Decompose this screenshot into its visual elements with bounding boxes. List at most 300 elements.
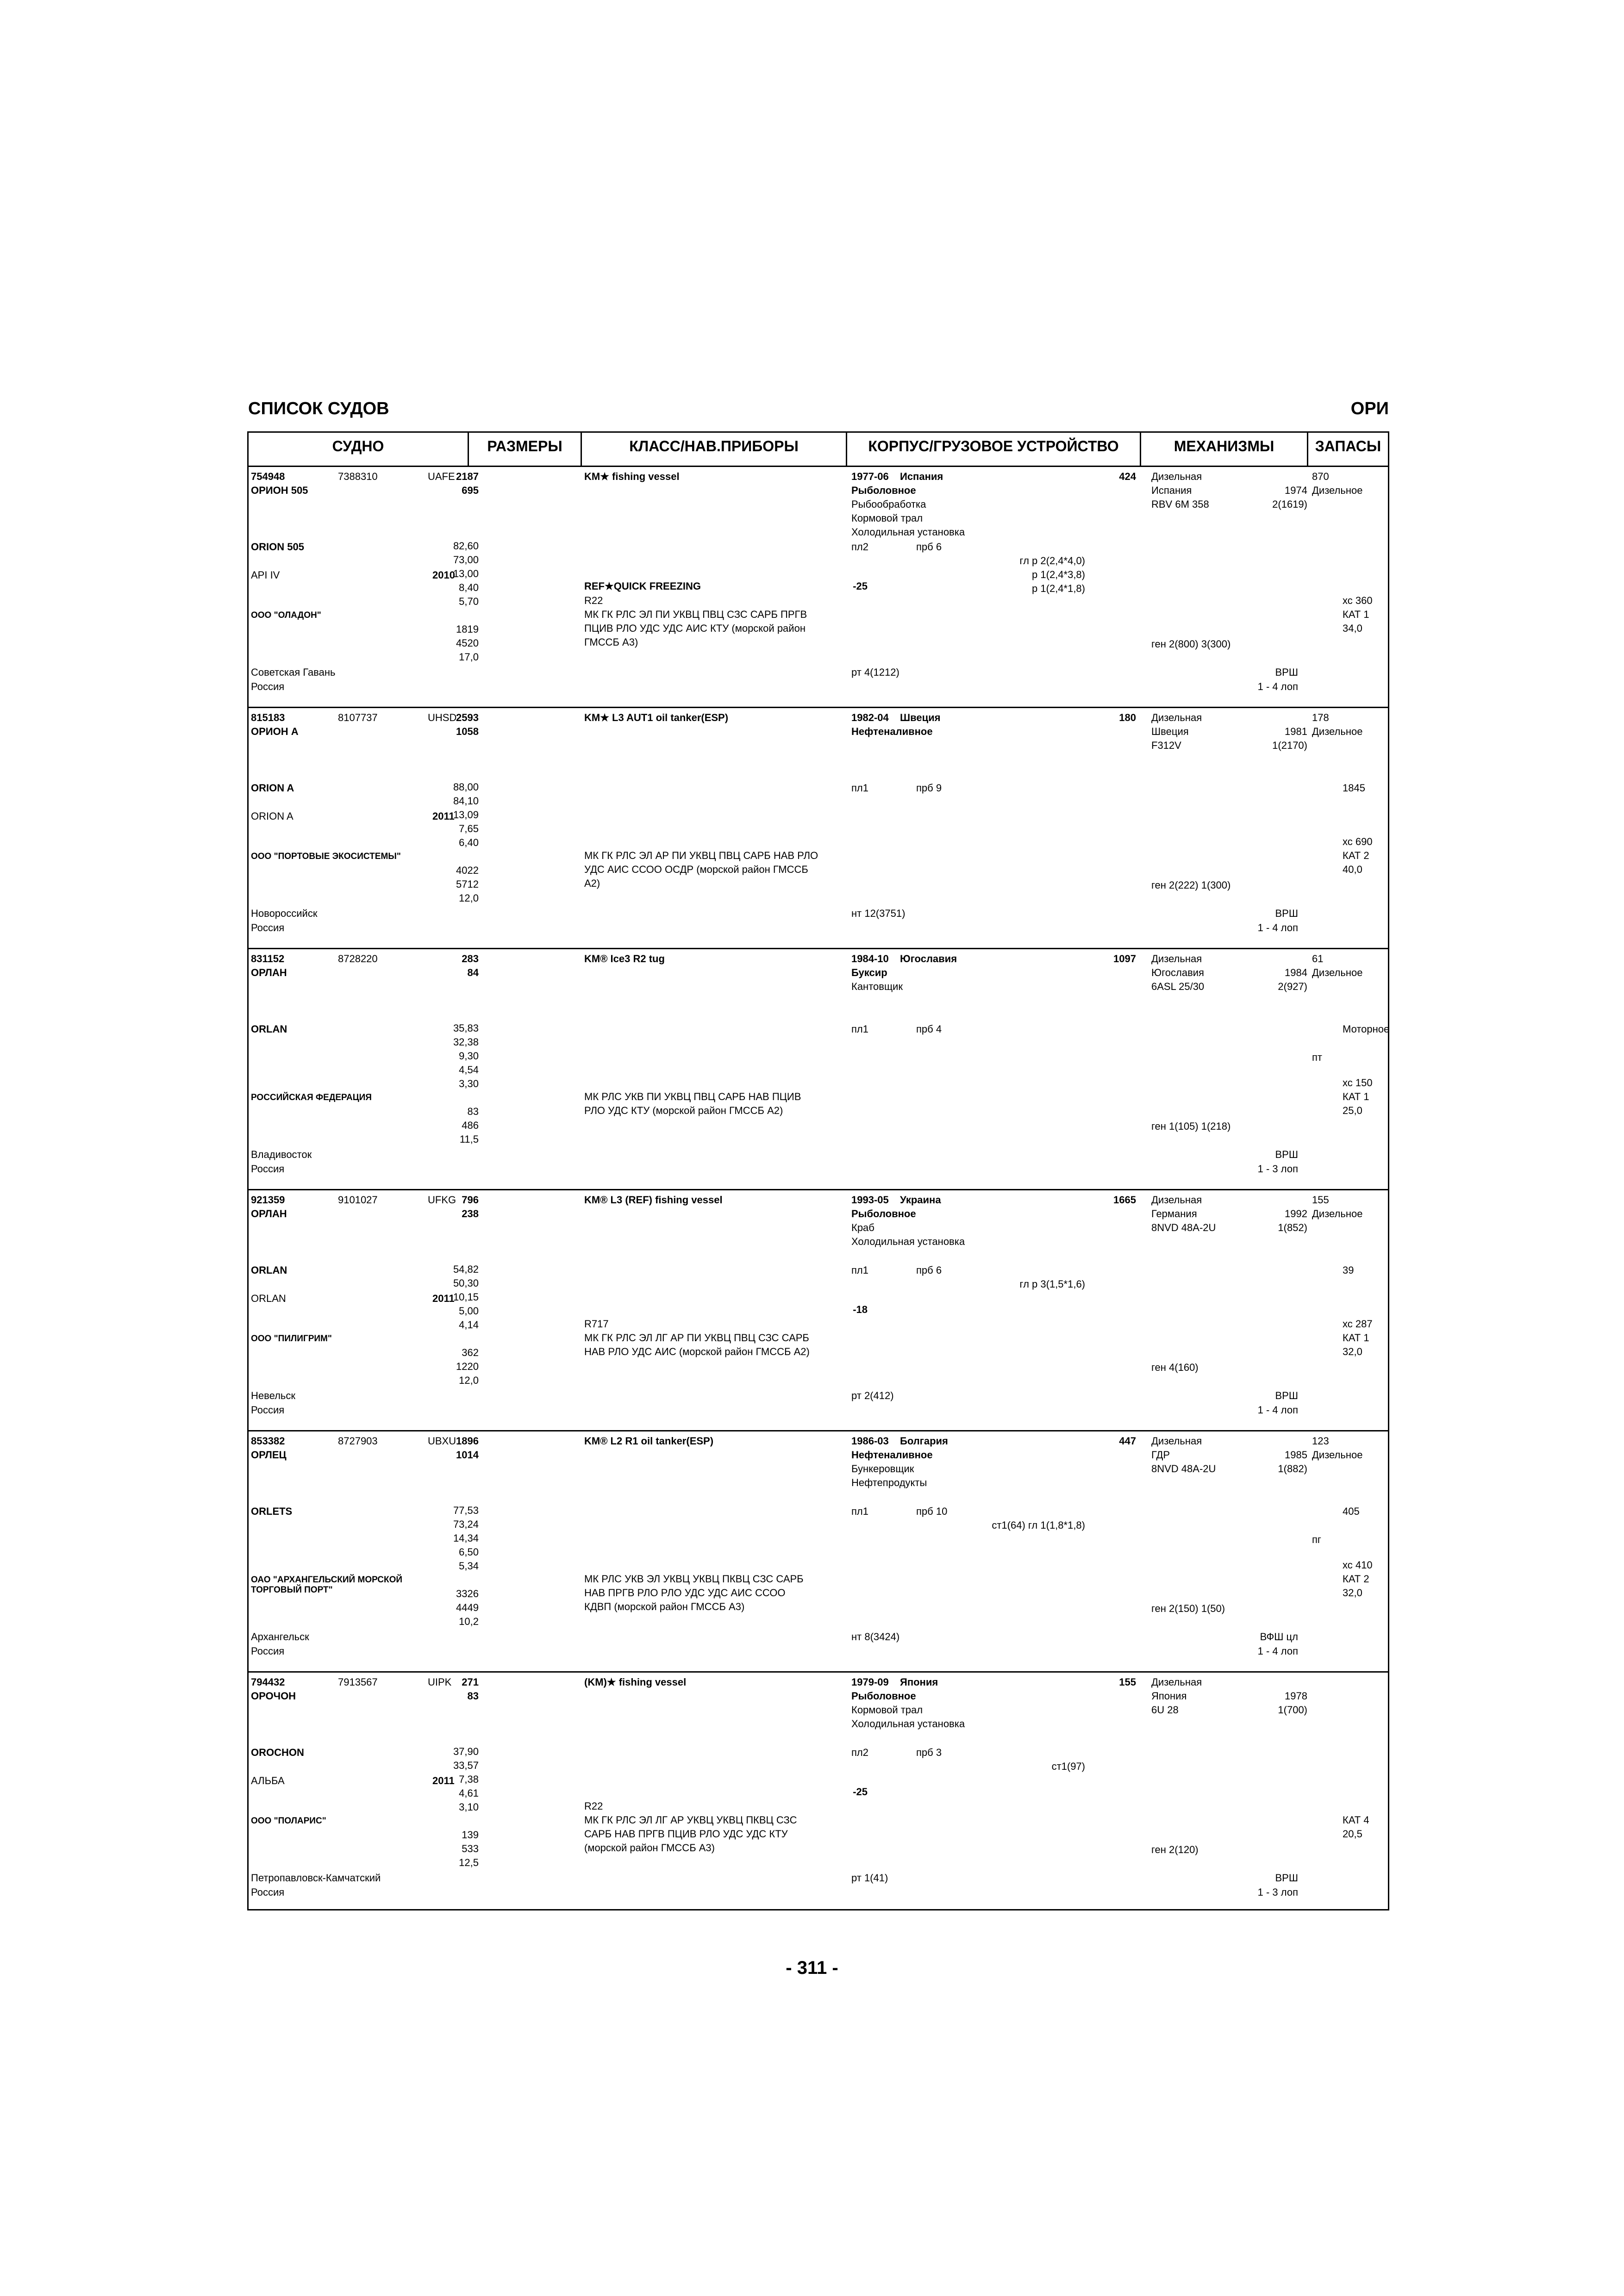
propeller-type: ВРШ — [1275, 1149, 1298, 1160]
engine-type: Дизельная — [1151, 953, 1202, 964]
stores-extra: 20,5 — [1343, 1828, 1362, 1840]
owner-name: ООО "ПИЛИГРИМ" — [251, 1334, 332, 1344]
dimension-value: 88,00 — [453, 781, 479, 793]
dimension-value: 486 — [462, 1120, 479, 1131]
dimension-value: 1220 — [456, 1361, 479, 1372]
vessel-name-latin: ORION A — [251, 782, 294, 794]
owner-name-cont: ТОРГОВЫЙ ПОРТ" — [251, 1585, 333, 1595]
nav-equipment: САРБ НАВ ПРГВ ПЦИВ РЛО УДС УДС КТУ — [584, 1828, 788, 1840]
entry-divider — [247, 1189, 1389, 1190]
build-number: 1665 — [1113, 1194, 1136, 1206]
engine-power: 1(700) — [1278, 1704, 1307, 1716]
build-number: 180 — [1119, 712, 1136, 723]
dimension-value: 7,65 — [459, 823, 479, 834]
dimension-value: 796 — [462, 1194, 479, 1206]
engine-power: 1(852) — [1278, 1222, 1307, 1233]
class-notation: KM® L2 R1 oil tanker(ESP) — [584, 1435, 714, 1447]
dimension-value: 4,14 — [459, 1319, 479, 1331]
registry-number: 921359 — [251, 1194, 285, 1206]
engine-year: 1992 — [1285, 1208, 1307, 1220]
generators: ген 4(160) — [1151, 1362, 1199, 1373]
registry-number: 754948 — [251, 471, 285, 482]
engine-type: Дизельная — [1151, 1435, 1202, 1447]
engine-year: 1974 — [1285, 485, 1307, 496]
dimension-value: 4022 — [456, 865, 479, 876]
refrigeration-temp: -18 — [853, 1304, 868, 1315]
build-date: 1984-10 — [851, 953, 889, 964]
column-header-stores: ЗАПАСЫ — [1315, 438, 1381, 454]
dimension-value: 9,30 — [459, 1050, 479, 1062]
fuel-capacity: 870 — [1312, 471, 1329, 482]
fuel-capacity: 123 — [1312, 1435, 1329, 1447]
stores-extra: 32,0 — [1343, 1587, 1362, 1599]
generators: ген 2(150) 1(50) — [1151, 1603, 1225, 1614]
list-title: СПИСОК СУДОВ — [248, 399, 389, 418]
nav-equipment: МК ГК РЛС ЭЛ ПИ УКВЦ ПВЦ СЗС САРБ ПРГВ — [584, 609, 807, 620]
stores-extra: 40,0 — [1343, 864, 1362, 875]
dimension-value: 4520 — [456, 637, 479, 649]
engine-model: 6ASL 25/30 — [1151, 981, 1205, 992]
change-year: 2011 — [432, 810, 455, 822]
category: КАТ 2 — [1343, 1573, 1369, 1585]
dimension-value: 10,15 — [453, 1291, 479, 1303]
engine-country: Югославия — [1151, 967, 1204, 978]
imo-number: 7913567 — [338, 1676, 378, 1688]
nav-equipment: ГМССБ А3) — [584, 636, 638, 648]
column-header-vessel: СУДНО — [332, 438, 384, 454]
dimension-value: 533 — [462, 1843, 479, 1854]
hull-description: Холодильная установка — [851, 1718, 965, 1730]
dimension-value: 6,40 — [459, 837, 479, 848]
build-country: Испания — [900, 471, 943, 482]
engine-power: 2(1619) — [1272, 498, 1307, 510]
dimension-value: 12,5 — [459, 1857, 479, 1868]
class-notation: KM® Ice3 R2 tug — [584, 953, 665, 964]
dimension-value: 271 — [462, 1676, 479, 1688]
call-sign: UAFE — [428, 471, 455, 482]
engine-country: Япония — [1151, 1690, 1187, 1702]
dimension-value: 4,61 — [459, 1787, 479, 1799]
registry-number: 853382 — [251, 1435, 285, 1447]
registry-number: 794432 — [251, 1676, 285, 1688]
stores-extra: 25,0 — [1343, 1105, 1362, 1116]
engine-year: 1985 — [1285, 1449, 1307, 1461]
vessel-name-latin: OROCHON — [251, 1747, 304, 1758]
dimension-value: 73,24 — [453, 1518, 479, 1530]
vessel-name: ОРЛЕЦ — [251, 1449, 287, 1461]
dimension-value: 17,0 — [459, 651, 479, 663]
propeller-type: ВФШ цл — [1260, 1631, 1298, 1643]
dimension-value: 283 — [462, 953, 479, 964]
deck-count: пл2 — [851, 541, 868, 553]
class-notation: KM★ fishing vessel — [584, 471, 680, 482]
fuel-type: Дизельное — [1312, 1208, 1363, 1220]
dimension-value: 1058 — [456, 726, 479, 737]
hull-description: Кормовой трал — [851, 1704, 923, 1716]
build-number: 424 — [1119, 471, 1136, 482]
build-country: Болгария — [900, 1435, 948, 1447]
hull-description: Нефтепродукты — [851, 1477, 927, 1488]
home-port: Петропавловск-Камчатский — [251, 1872, 381, 1884]
nav-equipment: МК ГК РЛС ЭЛ ЛГ АР ПИ УКВЦ ПВЦ СЗС САРБ — [584, 1332, 809, 1344]
dimension-value: 7,38 — [459, 1773, 479, 1785]
vessel-type: Буксир — [851, 967, 887, 978]
previous-name: ORION A — [251, 810, 294, 822]
nav-equipment: МК РЛС УКВ ЭЛ УКВЦ УКВЦ ПКВЦ СЗС САРБ — [584, 1573, 804, 1585]
flag-country: Россия — [251, 1886, 285, 1898]
column-header-dimensions: РАЗМЕРЫ — [487, 438, 562, 454]
refrigerant: R717 — [584, 1318, 609, 1330]
build-country: Швеция — [900, 712, 941, 723]
section-code: ОРИ — [1350, 399, 1389, 418]
propeller-blades: 1 - 4 лоп — [1257, 681, 1298, 692]
engine-country: Германия — [1151, 1208, 1197, 1220]
hold-capacity: рт 2(412) — [851, 1390, 894, 1401]
flag-country: Россия — [251, 922, 285, 933]
vessel-name: ОРОЧОН — [251, 1690, 296, 1702]
engine-model: 8NVD 48A-2U — [1151, 1222, 1216, 1233]
crew-capacity: хс 150 — [1343, 1077, 1373, 1089]
dimension-value: 54,82 — [453, 1263, 479, 1275]
propeller-blades: 1 - 4 лоп — [1257, 1645, 1298, 1657]
nav-equipment: МК ГК РЛС ЭЛ АР ПИ УКВЦ ПВЦ САРБ НАВ РЛО — [584, 850, 818, 861]
ship-entry — [247, 1432, 1389, 1673]
propeller-blades: 1 - 3 лоп — [1257, 1163, 1298, 1175]
propeller-type: ВРШ — [1275, 908, 1298, 919]
cargo-gear: гл р 2(2,4*4,0) — [1019, 555, 1085, 566]
imo-number: 8728220 — [338, 953, 378, 964]
bulkhead-count: прб 6 — [916, 541, 942, 553]
column-header-machinery: МЕХАНИЗМЫ — [1174, 438, 1274, 454]
dimension-value: 3326 — [456, 1588, 479, 1599]
dimension-value: 82,60 — [453, 540, 479, 552]
hull-description: Бункеровщик — [851, 1463, 914, 1475]
nav-equipment: УДС АИС ССОО ОСДР (морской район ГМССБ — [584, 864, 808, 875]
class-notation: KM★ L3 AUT1 oil tanker(ESP) — [584, 712, 729, 723]
owner-name: ООО "ОЛАДОН" — [251, 610, 321, 620]
engine-year: 1978 — [1285, 1690, 1307, 1702]
hull-description: Кантовщик — [851, 981, 903, 992]
dimension-value: 77,53 — [453, 1505, 479, 1516]
crew-capacity: хс 410 — [1343, 1559, 1373, 1571]
generators: ген 2(800) 3(300) — [1151, 638, 1231, 650]
dimension-value: 238 — [462, 1208, 479, 1220]
generators: ген 2(120) — [1151, 1844, 1199, 1855]
dimension-value: 84,10 — [453, 795, 479, 807]
build-date: 1993-05 — [851, 1194, 889, 1206]
stores-value: 39 — [1343, 1264, 1354, 1276]
dimension-value: 4,54 — [459, 1064, 479, 1076]
cargo-gear: р 1(2,4*1,8) — [1032, 583, 1085, 594]
build-date: 1979-09 — [851, 1676, 889, 1688]
ship-entry — [247, 467, 1389, 708]
fuel-type: Дизельное — [1312, 726, 1363, 737]
hold-capacity: рт 1(41) — [851, 1872, 888, 1884]
bulkhead-count: прб 9 — [916, 782, 942, 794]
fuel-type: Дизельное — [1312, 967, 1363, 978]
vessel-name-latin: ORION 505 — [251, 541, 304, 553]
build-number: 1097 — [1113, 953, 1136, 964]
nav-equipment: РЛО УДС КТУ (морской район ГМССБ А2) — [584, 1105, 783, 1116]
bulkhead-count: прб 6 — [916, 1264, 942, 1276]
dimension-value: 5,00 — [459, 1305, 479, 1317]
propeller-type: ВРШ — [1275, 666, 1298, 678]
generators: ген 1(105) 1(218) — [1151, 1120, 1231, 1132]
header-rule — [247, 466, 1389, 467]
propeller-type: ВРШ — [1275, 1390, 1298, 1401]
imo-number: 8727903 — [338, 1435, 378, 1447]
registry-number: 831152 — [251, 953, 285, 964]
hull-description: Холодильная установка — [851, 1236, 965, 1247]
stores-value: Моторное — [1343, 1023, 1390, 1035]
nav-equipment: КДВП (морской район ГМССБ А3) — [584, 1601, 745, 1612]
fuel-capacity: 178 — [1312, 712, 1329, 723]
owner-name: ООО "ПОЛАРИС" — [251, 1816, 326, 1826]
cargo-gear: гл р 3(1,5*1,6) — [1019, 1278, 1085, 1290]
build-date: 1982-04 — [851, 712, 889, 723]
ship-entry — [247, 1673, 1389, 1914]
flag-country: Россия — [251, 1404, 285, 1416]
build-country: Украина — [900, 1194, 941, 1206]
engine-model: 8NVD 48A-2U — [1151, 1463, 1216, 1475]
dimension-value: 5,70 — [459, 596, 479, 607]
engine-country: Швеция — [1151, 726, 1189, 737]
vessel-type: Рыболовное — [851, 1690, 916, 1702]
stores-value: 1845 — [1343, 782, 1365, 794]
engine-power: 2(927) — [1278, 981, 1307, 992]
dimension-value: 13,09 — [453, 809, 479, 821]
category: КАТ 2 — [1343, 850, 1369, 861]
vessel-name: ОРИОН 505 — [251, 485, 308, 496]
column-header-class: КЛАСС/НАВ.ПРИБОРЫ — [629, 438, 799, 454]
engine-year: 1981 — [1285, 726, 1307, 737]
ship-entry — [247, 709, 1389, 949]
deck-count: пл2 — [851, 1747, 868, 1758]
bulkhead-count: прб 3 — [916, 1747, 942, 1758]
dimension-value: 139 — [462, 1829, 479, 1841]
entry-divider — [247, 1430, 1389, 1431]
dimension-value: 1819 — [456, 623, 479, 635]
fuel-type: Дизельное — [1312, 1449, 1363, 1461]
fuel-capacity: 61 — [1312, 953, 1324, 964]
vessel-type: Нефтеналивное — [851, 1449, 933, 1461]
call-sign: UIPK — [428, 1676, 452, 1688]
engine-type: Дизельная — [1151, 1194, 1202, 1206]
deck-count: пл1 — [851, 1264, 868, 1276]
change-year: 2010 — [432, 569, 455, 581]
crew-capacity: хс 360 — [1343, 595, 1373, 606]
engine-model: RBV 6M 358 — [1151, 498, 1209, 510]
vessel-name-latin: ORLAN — [251, 1264, 287, 1276]
nav-equipment: А2) — [584, 877, 600, 889]
flag-country: Россия — [251, 681, 285, 692]
previous-name: АЛЬБА — [251, 1775, 285, 1786]
imo-number: 8107737 — [338, 712, 378, 723]
engine-type: Дизельная — [1151, 1676, 1202, 1688]
change-year: 2011 — [432, 1293, 455, 1304]
call-sign: UFKG — [428, 1194, 456, 1206]
deck-count: пл1 — [851, 1506, 868, 1517]
home-port: Советская Гавань — [251, 666, 336, 678]
dimension-value: 13,00 — [453, 568, 479, 579]
bulkhead-count: прб 4 — [916, 1023, 942, 1035]
vessel-name: ОРИОН А — [251, 726, 299, 737]
propeller-blades: 1 - 4 лоп — [1257, 922, 1298, 933]
deck-count: пл1 — [851, 782, 868, 794]
dimension-value: 10,2 — [459, 1616, 479, 1627]
build-country: Югославия — [900, 953, 957, 964]
registry-number: 815183 — [251, 712, 285, 723]
dimension-value: 1014 — [456, 1449, 479, 1461]
build-number: 155 — [1119, 1676, 1136, 1688]
dimension-value: 8,40 — [459, 582, 479, 593]
dimension-value: 3,10 — [459, 1801, 479, 1813]
hull-description: Рыбообработка — [851, 498, 926, 510]
dimension-value: 6,50 — [459, 1546, 479, 1558]
dimension-value: 11,5 — [459, 1133, 479, 1145]
deck-count: пл1 — [851, 1023, 868, 1035]
vessel-name-latin: ORLAN — [251, 1023, 287, 1035]
build-country: Япония — [900, 1676, 938, 1688]
vessel-type: Рыболовное — [851, 1208, 916, 1220]
vessel-name: ОРЛАН — [251, 967, 287, 978]
cargo-gear: р 1(2,4*3,8) — [1032, 569, 1085, 580]
build-number: 447 — [1119, 1435, 1136, 1447]
dimension-value: 37,90 — [453, 1746, 479, 1757]
engine-year: 1984 — [1285, 967, 1307, 978]
refrigerant: R22 — [584, 595, 603, 606]
hull-description: Холодильная установка — [851, 526, 965, 538]
propeller-blades: 1 - 3 лоп — [1257, 1886, 1298, 1898]
nav-equipment: НАВ ПРГВ РЛО РЛО УДС УДС АИС ССОО — [584, 1587, 786, 1599]
nav-equipment: ПЦИВ РЛО УДС УДС АИС КТУ (морской район — [584, 622, 806, 634]
crew-capacity: хс 287 — [1343, 1318, 1373, 1330]
dimension-value: 50,30 — [453, 1277, 479, 1289]
engine-country: ГДР — [1151, 1449, 1170, 1461]
previous-name: API IV — [251, 569, 280, 581]
category: КАТ 1 — [1343, 1091, 1369, 1102]
dimension-value: 12,0 — [459, 892, 479, 904]
call-sign: UHSD — [428, 712, 457, 723]
dimension-value: 84 — [467, 967, 479, 978]
ship-entry — [247, 1191, 1389, 1431]
vessel-type: Рыболовное — [851, 485, 916, 496]
imo-number: 7388310 — [338, 471, 378, 482]
column-header-hull: КОРПУС/ГРУЗОВОЕ УСТРОЙСТВО — [868, 438, 1119, 454]
cargo-gear: ст1(64) гл 1(1,8*1,8) — [992, 1519, 1085, 1531]
engine-country: Испания — [1151, 485, 1192, 496]
engine-type: Дизельная — [1151, 712, 1202, 723]
nav-equipment: МК ГК РЛС ЭЛ ЛГ АР УКВЦ УКВЦ ПКВЦ СЗС — [584, 1814, 797, 1826]
dimension-value: 73,00 — [453, 554, 479, 566]
fuel-type: Дизельное — [1312, 485, 1363, 496]
category: КАТ 4 — [1343, 1814, 1369, 1826]
hold-capacity: нт 12(3751) — [851, 908, 906, 919]
engine-model: 6U 28 — [1151, 1704, 1179, 1716]
owner-name: ООО "ПОРТОВЫЕ ЭКОСИСТЕМЫ" — [251, 852, 401, 861]
cargo-gear: ст1(97) — [1051, 1761, 1085, 1772]
ship-entry — [247, 950, 1389, 1190]
dimension-value: 83 — [467, 1106, 479, 1117]
hull-description: Краб — [851, 1222, 874, 1233]
dimension-value: 2593 — [456, 712, 479, 723]
refrigeration-temp: -25 — [853, 580, 868, 592]
home-port: Невельск — [251, 1390, 295, 1401]
entry-divider — [247, 1671, 1389, 1673]
class-notation: KM® L3 (REF) fishing vessel — [584, 1194, 723, 1206]
dimension-value: 14,34 — [453, 1532, 479, 1544]
class-notation: (KM)★ fishing vessel — [584, 1676, 687, 1688]
dimension-value: 5,34 — [459, 1560, 479, 1572]
category: КАТ 1 — [1343, 1332, 1369, 1344]
entry-divider — [247, 948, 1389, 949]
page-number: - 311 - — [786, 1958, 838, 1978]
stores-note: пт — [1312, 1052, 1322, 1063]
refrigerant: R22 — [584, 1800, 603, 1812]
dimension-value: 2187 — [456, 471, 479, 482]
build-date: 1977-06 — [851, 471, 889, 482]
vessel-type: Нефтеналивное — [851, 726, 933, 737]
propeller-type: ВРШ — [1275, 1872, 1298, 1884]
vessel-name: ОРЛАН — [251, 1208, 287, 1220]
dimension-value: 35,83 — [453, 1022, 479, 1034]
dimension-value: 32,38 — [453, 1036, 479, 1048]
dimension-value: 33,57 — [453, 1760, 479, 1771]
stores-extra: 32,0 — [1343, 1346, 1362, 1357]
stores-extra: 34,0 — [1343, 622, 1362, 634]
dimension-value: 5712 — [456, 878, 479, 890]
dimension-value: 695 — [462, 485, 479, 496]
home-port: Владивосток — [251, 1149, 312, 1160]
dimension-value: 4449 — [456, 1602, 479, 1613]
home-port: Новороссийск — [251, 908, 318, 919]
category: КАТ 1 — [1343, 609, 1369, 620]
fuel-capacity: 155 — [1312, 1194, 1329, 1206]
imo-number: 9101027 — [338, 1194, 378, 1206]
nav-equipment: МК РЛС УКВ ПИ УКВЦ ПВЦ САРБ НАВ ПЦИВ — [584, 1091, 801, 1102]
dimension-value: 12,0 — [459, 1375, 479, 1386]
flag-country: Россия — [251, 1163, 285, 1175]
dimension-value: 83 — [467, 1690, 479, 1702]
dimension-value: 362 — [462, 1347, 479, 1358]
class-notation-extra: REF★QUICK FREEZING — [584, 580, 701, 592]
nav-equipment: НАВ РЛО УДС АИС (морской район ГМССБ А2) — [584, 1346, 810, 1357]
stores-note: пг — [1312, 1534, 1321, 1545]
entry-divider — [247, 707, 1389, 708]
call-sign: UBXU — [428, 1435, 456, 1447]
nav-equipment: (морской район ГМССБ А3) — [584, 1842, 715, 1854]
engine-model: F312V — [1151, 740, 1181, 751]
hold-capacity: нт 8(3424) — [851, 1631, 900, 1643]
owner-name: ОАО "АРХАНГЕЛЬСКИЙ МОРСКОЙ — [251, 1575, 403, 1585]
engine-power: 1(2170) — [1272, 740, 1307, 751]
crew-capacity: хс 690 — [1343, 836, 1373, 847]
hold-capacity: рт 4(1212) — [851, 666, 899, 678]
propeller-blades: 1 - 4 лоп — [1257, 1404, 1298, 1416]
engine-type: Дизельная — [1151, 471, 1202, 482]
generators: ген 2(222) 1(300) — [1151, 879, 1231, 891]
bulkhead-count: прб 10 — [916, 1506, 948, 1517]
build-date: 1986-03 — [851, 1435, 889, 1447]
previous-name: ORLAN — [251, 1293, 286, 1304]
dimension-value: 3,30 — [459, 1078, 479, 1089]
hull-description: Кормовой трал — [851, 512, 923, 524]
flag-country: Россия — [251, 1645, 285, 1657]
change-year: 2011 — [432, 1775, 455, 1786]
refrigeration-temp: -25 — [853, 1786, 868, 1798]
home-port: Архангельск — [251, 1631, 309, 1643]
engine-power: 1(882) — [1278, 1463, 1307, 1475]
